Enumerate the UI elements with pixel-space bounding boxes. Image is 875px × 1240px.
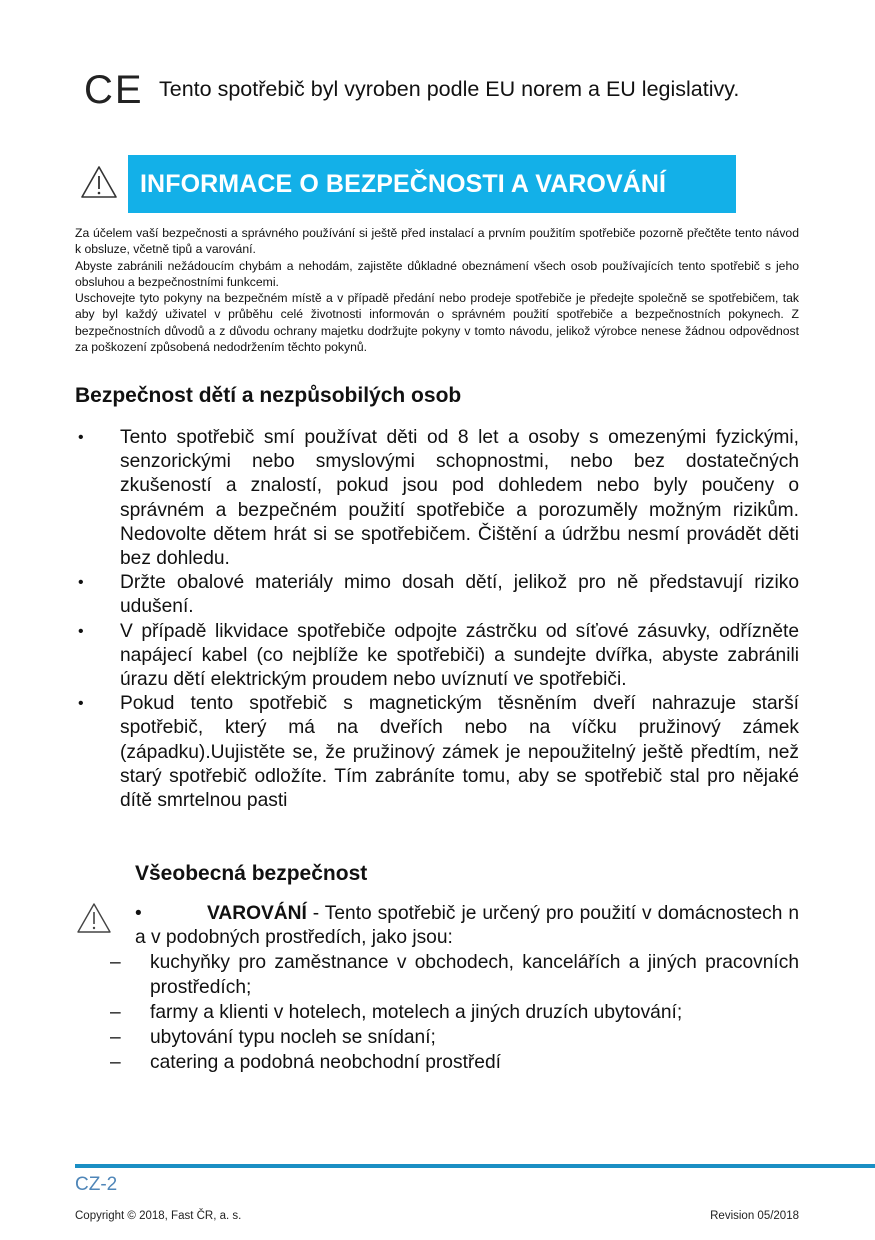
safety-banner-title: INFORMACE O BEZPEČNOSTI A VAROVÁNÍ [128,155,736,213]
usage-environments-list [110,951,799,1076]
list-item [75,571,799,619]
safety-header [80,155,740,213]
ce-mark-icon: CE [84,68,144,112]
dash-icon: – [110,1051,121,1073]
bullet-icon: • [78,695,84,713]
section-heading-general-safety: Všeobecná bezpečnost [135,862,368,885]
list-item-text: ubytování typu nocleh se snídaní; [150,1026,436,1048]
list-item [75,620,799,693]
children-safety-list [75,426,799,813]
warning-triangle-icon [76,902,112,934]
list-item [75,426,799,571]
list-item [110,951,799,1000]
list-item-text: Pokud tento spotřebič s magnetickým těsněním dveří nahrazuje starší spotřebič, který má na dveřích nebo na víčku pružinový zámek (západku).Uujistěte se, že pružinový zámek je nepoužitelný ještě předtím, než starý spotřebič odložíte. Tím zabráníte tomu, aby se spotřebič stal pro nějaké dítě smrtelnou pasti [120,693,799,812]
intro-paragraph: Abyste zabránili nežádoucím chybám a nehodám, zajistěte důkladné obeznámení všech osob používajících tento spotřebič s jeho obsluhou a bezpečnostními funkcemi. [75,258,799,289]
copyright-text: Copyright © 2018, Fast ČR, a. s. [75,1210,242,1222]
list-item-text: catering a podobná neobchodní prostředí [150,1051,501,1073]
list-item-text: farmy a klienti v hotelech, motelech a jiných druzích ubytování; [150,1001,683,1023]
list-item-text: kuchyňky pro zaměstnance v obchodech, kancelářích a jiných pracovních prostředích; [150,952,799,998]
bullet-icon: • [78,574,84,592]
list-item-text: V případě likvidace spotřebiče odpojte zástrčku od síťové zásuvky, odřízněte napájecí kabel (co nejblíže ke spotřebiči) a sundejte dvířka, abyste zabránili úrazu dětí elektrickým proudem nebo uvíznutí ve spotřebiči. [120,620,799,691]
warning-triangle-icon [80,165,118,199]
general-warning-text [135,902,799,950]
intro-paragraph: Uschovejte tyto pokyny na bezpečném místě a v případě předání nebo prodeje spotřebiče je předejte společně se spotřebičem, tak aby byl každý uživatel v průběhu celé životnosti informován o správném použití spotřebiče a bezpečnostních pokynech. Z bezpečnostních důvodů a z důvodu ochrany majetku dodržujte pokyny v tomto návodu, jelikož výrobce nenese žádnou odpovědnost za poškození způsobená nedodržením těchto pokynů. [75,291,799,355]
footer-divider [75,1164,875,1168]
dash-icon: – [110,1026,121,1048]
ce-statement [84,68,740,112]
section-heading-children-safety: Bezpečnost dětí a nezpůsobilých osob [75,384,462,407]
list-item [75,692,799,813]
list-item [110,1026,799,1051]
intro-text [75,225,799,355]
warning-description: - Tento spotřebič je určený pro použití v domácnostech n a v podobných prostředích, jako jsou: [135,903,799,949]
list-item [110,1051,799,1076]
list-item-text: Držte obalové materiály mimo dosah dětí, jelikož pro ně představují riziko udušení. [120,572,799,618]
intro-paragraph: Za účelem vaší bezpečnosti a správného používání si ještě před instalací a prvním použitím spotřebiče pozorně přečtěte tento návod k obsluze, včetně tipů a varování. [75,226,799,257]
bullet-icon: • [78,429,84,446]
revision-text: Revision 05/2018 [710,1210,799,1222]
ce-statement-text: Tento spotřebič byl vyroben podle EU norem a EU legislativy. [159,77,740,101]
bullet-icon: • [78,622,84,640]
list-item-text: Tento spotřebič smí používat děti od 8 let a osoby s omezenými fyzickými, senzorickými nebo smyslovými schopnostmi, nebo bez dostatečných zkušeností a znalostí, pokud jsou pod dohledem nebo byly poučeny o správném a bezpečném použití spotřebiče a porozuměly možným rizikům. Nedovolte dětem hrát si se spotřebičem. Čištění a údržbu nesmí provádět děti bez dohledu. [120,427,799,570]
warning-label: VAROVÁNÍ [207,903,307,924]
bullet-icon: • [135,903,142,924]
page-number: CZ-2 [75,1174,118,1195]
list-item [110,1001,799,1026]
dash-icon: – [110,952,121,973]
dash-icon: – [110,1001,121,1023]
